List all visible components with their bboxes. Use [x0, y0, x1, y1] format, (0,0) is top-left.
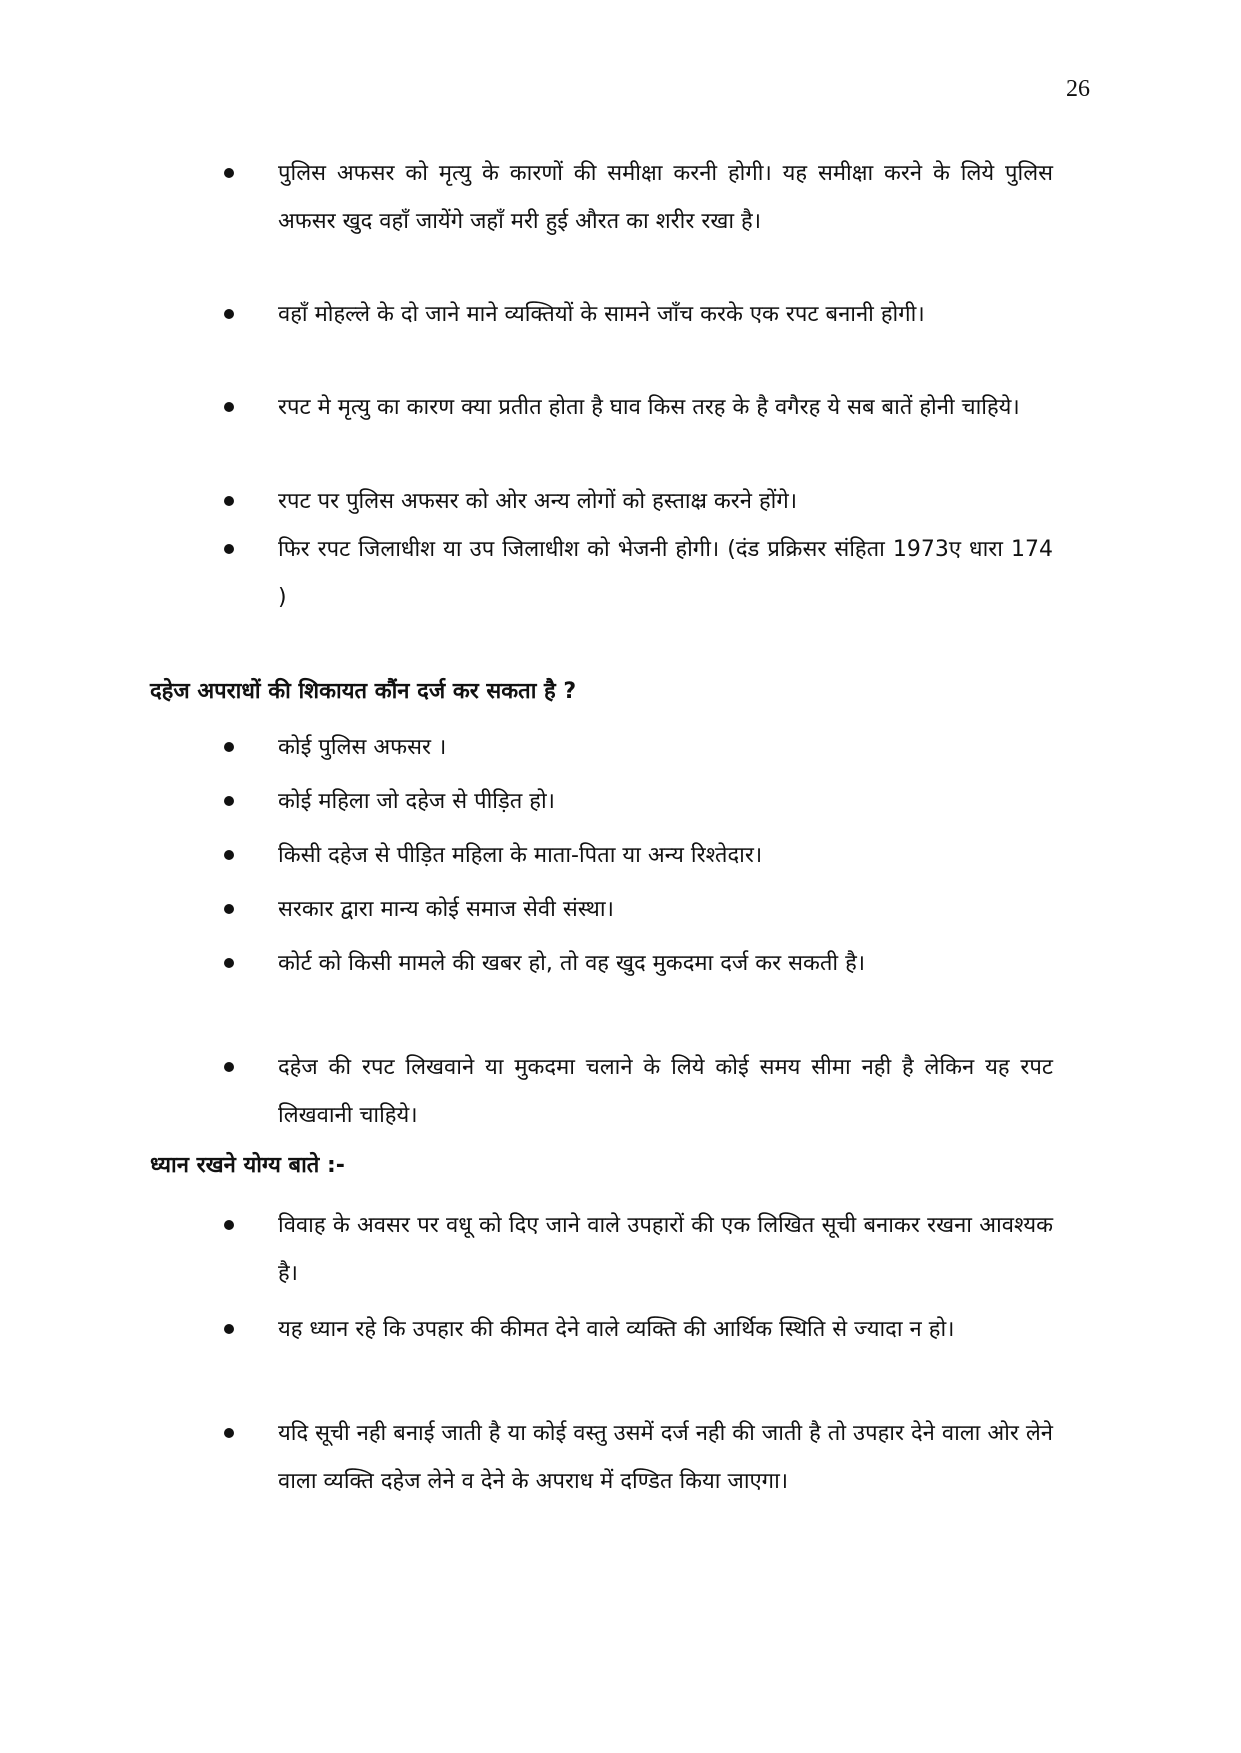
bullet-icon: [224, 544, 234, 554]
list-item-text: किसी दहेज से पीड़ित महिला के माता-पिता या अन्य रिश्तेदार।: [278, 843, 763, 868]
list-item-text: रपट मे मृत्यु का कारण क्या प्रतीत होता है घाव किस तरह के है वगैरह ये सब बातें होनी चाहिये।: [278, 395, 1020, 420]
list-item-text: दहेज की रपट लिखवाने या मुकदमा चलाने के लिये कोई समय सीमा नही है लेकिन यह रपट लिखवानी चाहिये।: [278, 1055, 1053, 1128]
bullet-icon: [224, 496, 234, 506]
bullet-icon: [224, 402, 234, 412]
bullet-icon: [224, 1428, 234, 1438]
list-item-text: विवाह के अवसर पर वधू को दिए जाने वाले उपहारों की एक लिखित सूची बनाकर रखना आवश्यक है।: [278, 1213, 1053, 1286]
bullet-icon: [224, 168, 234, 178]
bullet-icon: [224, 796, 234, 806]
section-heading: दहेज अपराधों की शिकायत कौंन दर्ज कर सकता है ?: [150, 679, 577, 704]
list-item-text: यह ध्यान रहे कि उपहार की कीमत देने वाले व्यक्ति की आर्थिक स्थिति से ज्यादा न हो।: [278, 1317, 955, 1342]
list-item-text: कोई महिला जो दहेज से पीड़ित हो।: [278, 789, 556, 814]
list-item-text: सरकार द्वारा मान्य कोई समाज सेवी संस्था।: [278, 897, 614, 922]
list-item-text: फिर रपट जिलाधीश या उप जिलाधीश को भेजनी होगी। (दंड प्रक्रिसर संहिता 1973ए धारा 174 ): [278, 537, 1053, 610]
bullet-icon: [224, 1220, 234, 1230]
section-heading: ध्यान रखने योग्य बाते :-: [150, 1153, 345, 1178]
bullet-icon: [224, 309, 234, 319]
bullet-icon: [224, 904, 234, 914]
list-item-text: पुलिस अफसर को मृत्यु के कारणों की समीक्षा करनी होगी। यह समीक्षा करने के लिये पुलिस अफसर खुद वहाँ जायेंगे जहाँ मरी हुई औरत का शरीर रखा है।: [278, 161, 1053, 234]
list-item-text: रपट पर पुलिस अफसर को ओर अन्य लोगों को हस्ताक्ष्र करने होंगे।: [278, 489, 798, 514]
bullet-icon: [224, 1324, 234, 1334]
list-item-text: कोर्ट को किसी मामले की खबर हो, तो वह खुद मुकदमा दर्ज कर सकती है।: [278, 951, 866, 976]
bullet-icon: [224, 742, 234, 752]
bullet-icon: [224, 1062, 234, 1072]
list-item-text: वहाँ मोहल्ले के दो जाने माने व्यक्तियों के सामने जाँच करके एक रपट बनानी होगी।: [278, 302, 925, 327]
page-number: 26: [1066, 76, 1090, 102]
bullet-icon: [224, 958, 234, 968]
list-item-text: यदि सूची नही बनाई जाती है या कोई वस्तु उसमें दर्ज नही की जाती है तो उपहार देने वाला ओर लेने वाला व्यक्ति दहेज लेने व देने के अपराध में दण्डित किया जाएगा।: [278, 1421, 1053, 1494]
list-item-text: कोई पुलिस अफसर ।: [278, 735, 447, 760]
bullet-icon: [224, 850, 234, 860]
